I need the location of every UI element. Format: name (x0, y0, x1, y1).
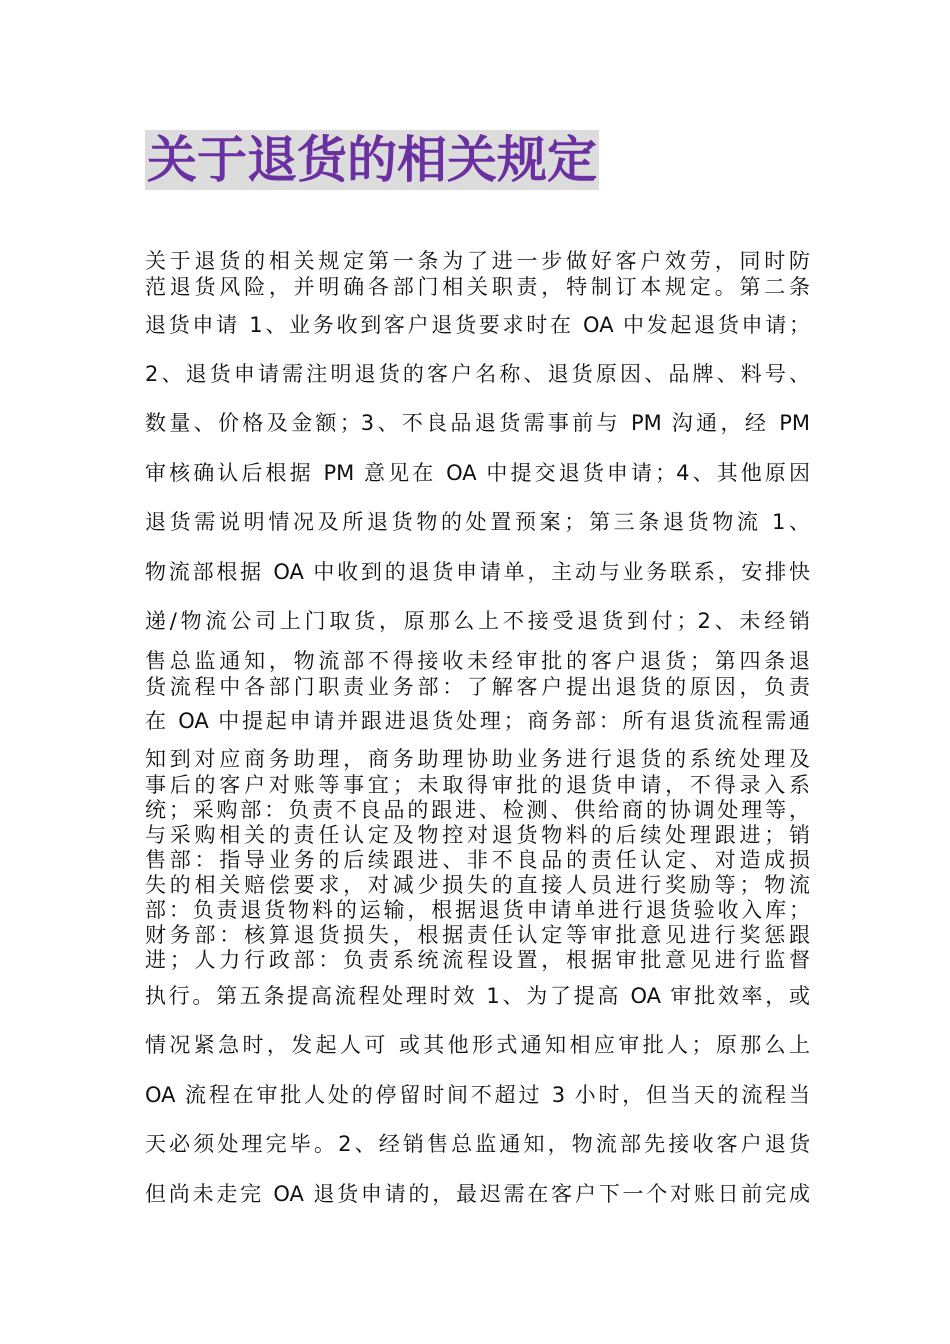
body-line: 财务部：核算退货损失，根据责任认定等审批意见进行奖惩跟 (145, 923, 810, 947)
body-line: 天必须处理完毕。2、经销售总监通知，物流部先接收客户退货 (145, 1132, 810, 1156)
body-line: 物流部根据 OA 中收到的退货申请单，主动与业务联系，安排快 (145, 560, 810, 584)
body-line: 情况紧急时，发起人可 或其他形式通知相应审批人；原那么上 (145, 1033, 810, 1057)
body-line: 但尚未走完 OA 退货申请的，最迟需在客户下一个对账日前完成 (145, 1182, 810, 1206)
body-line: 进；人力行政部：负责系统流程设置，根据审批意见进行监督 (145, 948, 810, 972)
body-line: 售部：指导业务的后续跟进、非不良品的责任认定、对造成损 (145, 848, 810, 872)
body-line: OA 流程在审批人处的停留时间不超过 3 小时，但当天的流程当 (145, 1083, 810, 1107)
body-line: 知到对应商务助理，商务助理协助业务进行退货的系统处理及 (145, 747, 810, 771)
body-line: 退货申请 1、业务收到客户退货要求时在 OA 中发起退货申请； (145, 313, 810, 337)
body-line: 执行。第五条提高流程处理时效 1、为了提高 OA 审批效率，或 (145, 984, 810, 1008)
body-line: 递/物流公司上门取货，原那么上不接受退货到付；2、未经销 (145, 609, 810, 633)
body-line: 数量、价格及金额；3、不良品退货需事前与 PM 沟通，经 PM (145, 411, 810, 435)
body-line: 与采购相关的责任认定及物控对退货物料的后续处理跟进；销 (145, 823, 810, 847)
body-line: 2、退货申请需注明退货的客户名称、退货原因、品牌、料号、 (145, 362, 810, 386)
body-line: 售总监通知，物流部不得接收未经审批的客户退货；第四条退 (145, 649, 810, 673)
body-line: 事后的客户对账等事宜；未取得审批的退货申请，不得录入系 (145, 773, 810, 797)
body-line: 统；采购部：负责不良品的跟进、检测、供给商的协调处理等， (145, 798, 810, 822)
body-line: 范退货风险，并明确各部门相关职责，特制订本规定。第二条 (145, 275, 810, 299)
body-line: 审核确认后根据 PM 意见在 OA 中提交退货申请；4、其他原因 (145, 461, 810, 485)
document-title: 关于退货的相关规定 (147, 131, 597, 189)
body-line: 失的相关赔偿要求，对减少损失的直接人员进行奖励等；物流 (145, 873, 810, 897)
body-line: 货流程中各部门职责业务部：了解客户提出退货的原因，负责 (145, 675, 810, 699)
body-line: 退货需说明情况及所退货物的处置预案；第三条退货物流 1、 (145, 510, 810, 534)
body-line: 关于退货的相关规定第一条为了进一步做好客户效劳，同时防 (145, 249, 810, 273)
body-line: 部：负责退货物料的运输，根据退货申请单进行退货验收入库； (145, 898, 810, 922)
body-line: 在 OA 中提起申请并跟进退货处理；商务部：所有退货流程需通 (145, 709, 810, 733)
